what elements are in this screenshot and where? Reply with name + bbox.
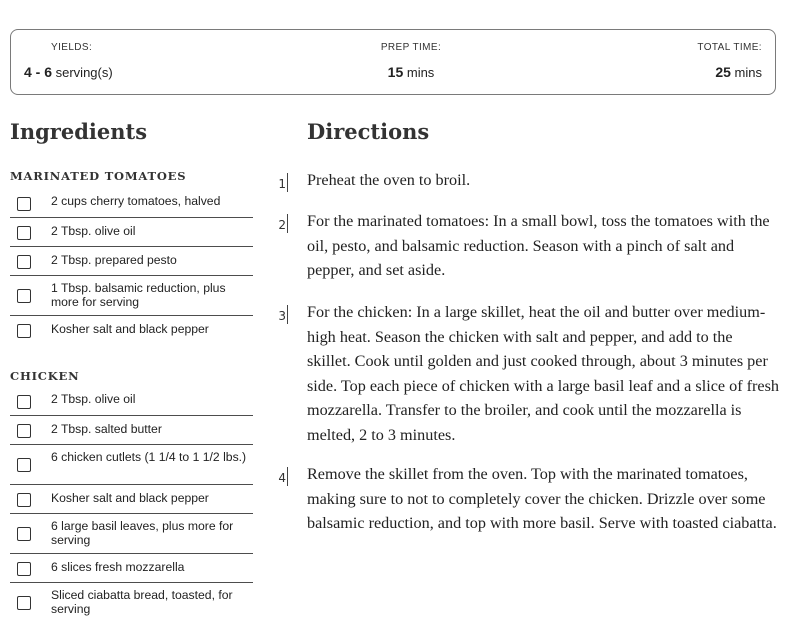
prep-time-number: 15 xyxy=(387,64,404,80)
ingredient-list-marinated-tomatoes xyxy=(10,189,253,345)
total-time-unit: mins xyxy=(730,65,762,80)
ingredient-item[interactable] xyxy=(10,554,253,583)
ingredient-item[interactable] xyxy=(10,445,253,485)
ingredient-checkbox[interactable] xyxy=(17,596,31,610)
yields-number: 4 - 6 xyxy=(24,64,53,80)
ingredient-checkbox[interactable] xyxy=(17,255,31,269)
ingredient-text: 6 chicken cutlets (1 1/4 to 1 1/2 lbs.) xyxy=(51,450,247,464)
ingredient-checkbox[interactable] xyxy=(17,324,31,338)
ingredient-item[interactable] xyxy=(10,276,253,316)
ingredient-checkbox[interactable] xyxy=(17,395,31,409)
ingredient-item[interactable] xyxy=(10,416,253,445)
step-text: For the marinated tomatoes: In a small bowl, toss the tomatoes with the oil, pesto, and balsamic reduction. Season with a pinch of salt and pepper, and set aside. xyxy=(307,212,770,279)
yields-unit: serving(s) xyxy=(52,65,113,80)
yields-value xyxy=(24,64,113,80)
ingredient-text: 6 slices fresh mozzarella xyxy=(51,560,185,574)
directions-heading: Directions xyxy=(307,119,430,144)
ingredient-item[interactable] xyxy=(10,218,253,247)
step-divider xyxy=(287,467,288,486)
ingredient-checkbox[interactable] xyxy=(17,493,31,507)
step-text: Preheat the oven to broil. xyxy=(307,171,471,189)
ingredient-item[interactable] xyxy=(10,316,253,345)
ingredient-item[interactable] xyxy=(10,514,253,554)
ingredient-text: Sliced ciabatta bread, toasted, for serving xyxy=(51,588,233,616)
prep-time-value xyxy=(351,64,471,80)
ingredient-text: 2 Tbsp. salted butter xyxy=(51,422,162,436)
group-heading-chicken: CHICKEN xyxy=(10,369,80,383)
ingredient-checkbox[interactable] xyxy=(17,527,31,541)
ingredient-text: 2 Tbsp. olive oil xyxy=(51,392,136,406)
group-heading-marinated-tomatoes: MARINATED TOMATOES xyxy=(10,169,187,183)
step-number: 2 xyxy=(278,218,286,232)
total-time-number: 25 xyxy=(715,64,731,80)
ingredient-text: 2 cups cherry tomatoes, halved xyxy=(51,194,221,208)
ingredient-checkbox[interactable] xyxy=(17,289,31,303)
ingredient-item[interactable] xyxy=(10,387,253,416)
recipe-summary xyxy=(10,29,776,95)
step-number: 4 xyxy=(278,471,286,485)
total-time-label: TOTAL TIME: xyxy=(697,42,762,53)
ingredient-item[interactable] xyxy=(10,485,253,514)
ingredient-item[interactable] xyxy=(10,247,253,276)
ingredient-text: Kosher salt and black pepper xyxy=(51,491,209,505)
ingredient-checkbox[interactable] xyxy=(17,458,31,472)
step-divider xyxy=(287,173,288,192)
ingredient-text: Kosher salt and black pepper xyxy=(51,322,209,336)
ingredient-checkbox[interactable] xyxy=(17,226,31,240)
ingredient-text: 6 large basil leaves, plus more for serving xyxy=(51,519,234,547)
total-time-value xyxy=(697,64,762,80)
ingredient-checkbox[interactable] xyxy=(17,562,31,576)
yields-label: YIELDS: xyxy=(51,42,93,53)
prep-time-label: PREP TIME: xyxy=(380,42,442,53)
step-text: For the chicken: In a large skillet, heat the oil and butter over medium-high heat. Season the chicken with salt and pepper, and add to the skillet. Cook until golden and just cooked through, about 3 minutes per side. Top each piece of chicken with a large basil leaf and a slice of fresh mozzarella. Transfer to the broiler, and cook until the mozzarella is melted, 2 to 3 minutes. xyxy=(307,303,780,444)
ingredient-list-chicken xyxy=(10,387,253,623)
step-text: Remove the skillet from the oven. Top with the marinated tomatoes, making sure to not to completely cover the chicken. Drizzle over some balsamic reduction, and top with more basil. Serve with toasted ciabatta. xyxy=(307,465,777,532)
step-number: 3 xyxy=(278,309,286,323)
ingredients-heading: Ingredients xyxy=(10,119,148,144)
ingredient-text: 2 Tbsp. olive oil xyxy=(51,224,136,238)
ingredient-text: 2 Tbsp. prepared pesto xyxy=(51,253,177,267)
step-divider xyxy=(287,214,288,233)
ingredient-text: 1 Tbsp. balsamic reduction, plus more for serving xyxy=(51,281,226,309)
ingredient-checkbox[interactable] xyxy=(17,197,31,211)
prep-time-stat xyxy=(351,42,471,80)
step-number: 1 xyxy=(278,177,286,191)
total-time-stat xyxy=(697,42,762,80)
yields-stat xyxy=(24,42,113,80)
ingredient-checkbox[interactable] xyxy=(17,424,31,438)
ingredient-item[interactable] xyxy=(10,583,253,623)
ingredient-item[interactable] xyxy=(10,189,253,218)
prep-time-unit: mins xyxy=(403,65,435,80)
step-divider xyxy=(287,305,288,324)
